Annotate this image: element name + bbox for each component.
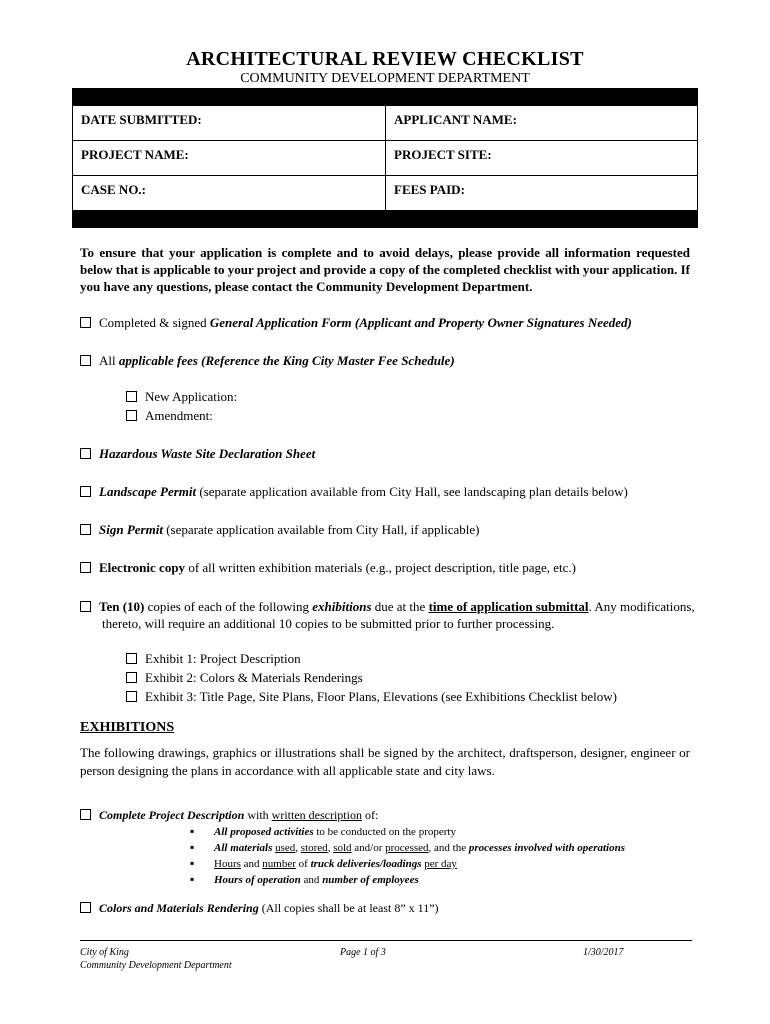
- bullet-underline: per day: [424, 858, 457, 870]
- bullet-emphasis: Hours of operation: [214, 874, 301, 886]
- item-emphasis: Colors and Materials Rendering: [99, 901, 259, 915]
- department-subtitle: COMMUNITY DEVELOPMENT DEPARTMENT: [240, 71, 530, 86]
- footer-date: 1/30/2017: [583, 947, 624, 958]
- table-bottom-band: [386, 211, 698, 228]
- bullet-text: to be conducted on the property: [313, 826, 456, 838]
- exhibitions-heading: EXHIBITIONS: [80, 720, 175, 735]
- bullet-underline: used: [275, 842, 296, 854]
- sub-item-label: New Application:: [145, 389, 238, 404]
- checkbox-icon[interactable]: [126, 691, 137, 702]
- table-top-band: [386, 89, 698, 106]
- bullet-text: and: [300, 874, 323, 886]
- item-emphasis: General Application Form (Applicant and Property Owner Signatures Needed): [209, 315, 632, 330]
- bullet-emphasis: truck deliveries/loadings: [310, 858, 422, 870]
- list-item: [190, 840, 625, 856]
- checklist-item-project-description: [80, 807, 378, 824]
- fees-sub-item: [126, 406, 213, 425]
- item-emphasis: exhibitions: [312, 599, 372, 614]
- list-item: [190, 856, 625, 872]
- exhibit-sub-item: [126, 668, 363, 687]
- bullet-emphasis: All proposed activities: [214, 826, 314, 838]
- bullet-underline: Hours: [214, 858, 241, 870]
- checkbox-icon[interactable]: [80, 317, 91, 328]
- item-text: (separate application available from City Hall, if applicable): [162, 522, 480, 537]
- item-text: All: [99, 353, 119, 368]
- checklist-item-electronic: [80, 559, 576, 576]
- checkbox-icon[interactable]: [80, 902, 91, 913]
- case-no-field[interactable]: CASE NO.:: [73, 176, 386, 211]
- item-emphasis: Landscape Permit: [99, 484, 197, 499]
- item-text: (All copies shall be at least 8” x 11”): [258, 901, 439, 915]
- checklist-item-general-form: [80, 314, 632, 331]
- checkbox-icon[interactable]: [80, 524, 91, 535]
- footer-org-name: City of King: [80, 947, 129, 958]
- bullet-text: and: [240, 858, 263, 870]
- project-name-field[interactable]: PROJECT NAME:: [73, 141, 386, 176]
- checkbox-icon[interactable]: [126, 410, 137, 421]
- checkbox-icon[interactable]: [80, 601, 91, 612]
- bullet-text: ,: [295, 842, 301, 854]
- item-text: Completed & signed: [99, 315, 210, 330]
- checkbox-icon[interactable]: [126, 672, 137, 683]
- checkbox-icon[interactable]: [80, 809, 91, 820]
- item-bold: Ten (10): [99, 599, 145, 614]
- checkbox-icon[interactable]: [126, 653, 137, 664]
- bullet-text: ,: [327, 842, 334, 854]
- item-emphasis: Hazardous Waste Site Declaration Sheet: [99, 446, 316, 461]
- sub-item-label: Exhibit 2: Colors & Materials Renderings: [145, 670, 363, 685]
- item-emphasis: applicable fees (Reference the King City Master Fee Schedule): [118, 353, 455, 368]
- checklist-item-sign: [80, 521, 480, 538]
- exhibit-sub-item: [126, 649, 301, 668]
- item-text: due at the: [371, 599, 429, 614]
- bullet-emphasis: number of employees: [322, 874, 419, 886]
- item-text: with: [244, 808, 272, 822]
- checklist-item-hazardous: [80, 445, 315, 462]
- checkbox-icon[interactable]: [80, 486, 91, 497]
- bullet-emphasis: processes involved with operations: [468, 842, 625, 854]
- fees-paid-field[interactable]: FEES PAID:: [386, 176, 698, 211]
- exhibitions-paragraph: The following drawings, graphics or illustrations shall be signed by the architect, draftsperson, designer, engineer or person designing the plans in accordance with all applicable state and city laws.: [80, 745, 690, 778]
- sub-item-label: Exhibit 3: Title Page, Site Plans, Floor Plans, Elevations (see Exhibitions Checklist below): [145, 689, 617, 704]
- sub-item-label: Exhibit 1: Project Description: [145, 651, 301, 666]
- checkbox-icon[interactable]: [80, 355, 91, 366]
- table-bottom-band: [73, 211, 386, 228]
- bullet-underline: processed: [385, 842, 429, 854]
- bullet-underline: sold: [333, 842, 352, 854]
- item-bold-underline: time of application submittal: [428, 599, 589, 614]
- item-text: of all written exhibition materials (e.g., project description, title page, etc.): [185, 560, 577, 575]
- date-submitted-field[interactable]: DATE SUBMITTED:: [73, 106, 386, 141]
- footer-org-department: Community Development Department: [80, 960, 232, 971]
- table-top-band: [73, 89, 386, 106]
- checklist-item-ten-copies: [80, 598, 702, 632]
- bullet-text: , and the: [428, 842, 469, 854]
- applicant-name-field[interactable]: APPLICANT NAME:: [386, 106, 698, 141]
- item-emphasis: Sign Permit: [99, 522, 163, 537]
- checkbox-icon[interactable]: [80, 448, 91, 459]
- item-text: copies of each of the following: [144, 599, 313, 614]
- item-text: of:: [361, 808, 379, 822]
- bullet-underline: number: [262, 858, 296, 870]
- checklist-item-colors-materials: [80, 900, 439, 917]
- bullet-text: of: [295, 858, 311, 870]
- applicant-info-table: [72, 88, 698, 228]
- exhibit-sub-item: [126, 687, 617, 706]
- intro-paragraph: To ensure that your application is complete and to avoid delays, please provide all information requested below that is applicable to your project and provide a copy of the completed checklist with your application. If you have any questions, please contact the Community Development Department.: [80, 245, 690, 294]
- item-bold: Electronic copy: [99, 560, 186, 575]
- item-text: (separate application available from City Hall, see landscaping plan details below): [196, 484, 628, 499]
- fees-sub-item: [126, 387, 237, 406]
- bullet-emphasis: All materials: [214, 842, 273, 854]
- project-site-field[interactable]: PROJECT SITE:: [386, 141, 698, 176]
- checkbox-icon[interactable]: [80, 562, 91, 573]
- list-item: [190, 872, 625, 888]
- sub-item-label: Amendment:: [145, 408, 213, 423]
- project-description-bullets: [190, 824, 625, 888]
- item-emphasis: Complete Project Description: [99, 808, 245, 822]
- footer-org: [80, 946, 232, 972]
- footer-page-number: Page 1 of 3: [340, 947, 386, 958]
- checklist-item-fees: [80, 352, 455, 369]
- bullet-text: and/or: [351, 842, 386, 854]
- page-title: ARCHITECTURAL REVIEW CHECKLIST: [186, 48, 584, 70]
- checkbox-icon[interactable]: [126, 391, 137, 402]
- checklist-item-landscape: [80, 483, 628, 500]
- bullet-underline: stored: [300, 842, 328, 854]
- item-text: . Any modifications, thereto, will require an additional 10 copies to be submitted prior to further processing.: [102, 599, 695, 631]
- list-item: [190, 824, 625, 840]
- item-underline: written description: [271, 808, 362, 822]
- footer-divider: [80, 940, 692, 941]
